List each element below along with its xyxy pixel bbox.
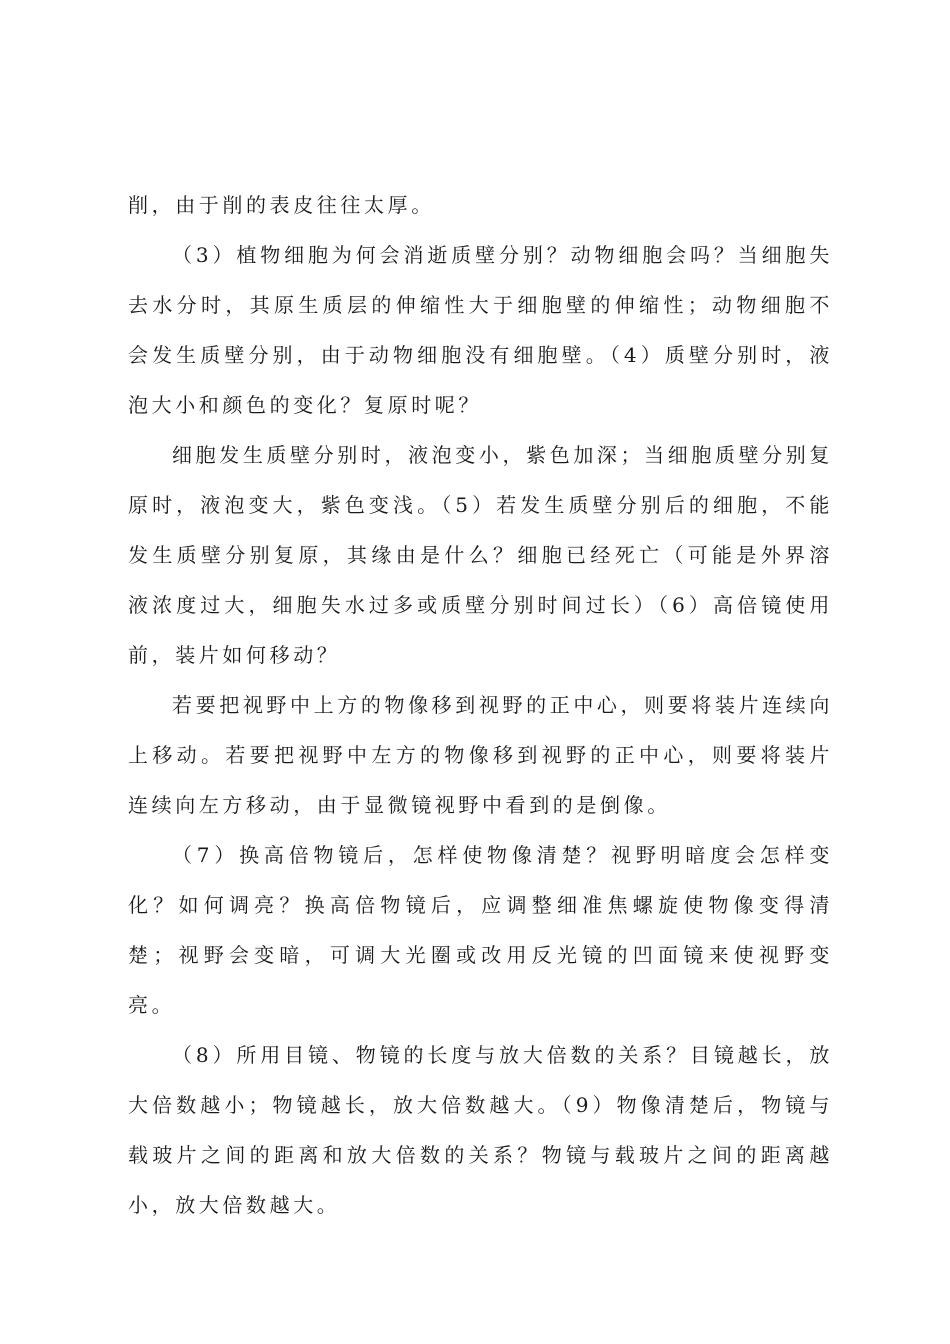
paragraph-4: 若要把视野中上方的物像移到视野的正中心，则要将装片连续向上移动。若要把视野中左方的物像移到视野的正中心，则要将装片连续向左方移动，由于显微镜视野中看到的是倒像。: [128, 693, 833, 817]
document-body: [128, 180, 833, 1230]
paragraph-1: 削，由于削的表皮往往太厚。: [128, 193, 435, 217]
paragraph-5: （7）换高倍物镜后，怎样使物像清楚？视野明暗度会怎样变化？如何调亮？换高倍物镜后，应调整细准焦螺旋使物像变得清楚；视野会变暗，可调大光圈或改用反光镜的凹面镜来使视野变亮。: [128, 843, 833, 1017]
paragraph-3: 细胞发生质壁分别时，液泡变小，紫色加深；当细胞质壁分别复原时，液泡变大，紫色变浅。（5）若发生质壁分别后的细胞，不能发生质壁分别复原，其缘由是什么？细胞已经死亡（可能是外界溶液浓度过大，细胞失水过多或质壁分别时间过长）（6）高倍镜使用前，装片如何移动？: [128, 443, 833, 667]
paragraph-2: （3）植物细胞为何会消逝质壁分别？动物细胞会吗？当细胞失去水分时，其原生质层的伸缩性大于细胞壁的伸缩性；动物细胞不会发生质壁分别，由于动物细胞没有细胞壁。（4）质壁分别时，液泡大小和颜色的变化？复原时呢？: [128, 243, 833, 417]
paragraph-6: （8）所用目镜、物镜的长度与放大倍数的关系？目镜越长，放大倍数越小；物镜越长，放大倍数越大。（9）物像清楚后，物镜与载玻片之间的距离和放大倍数的关系？物镜与载玻片之间的距离越小，放大倍数越大。: [128, 1043, 833, 1217]
